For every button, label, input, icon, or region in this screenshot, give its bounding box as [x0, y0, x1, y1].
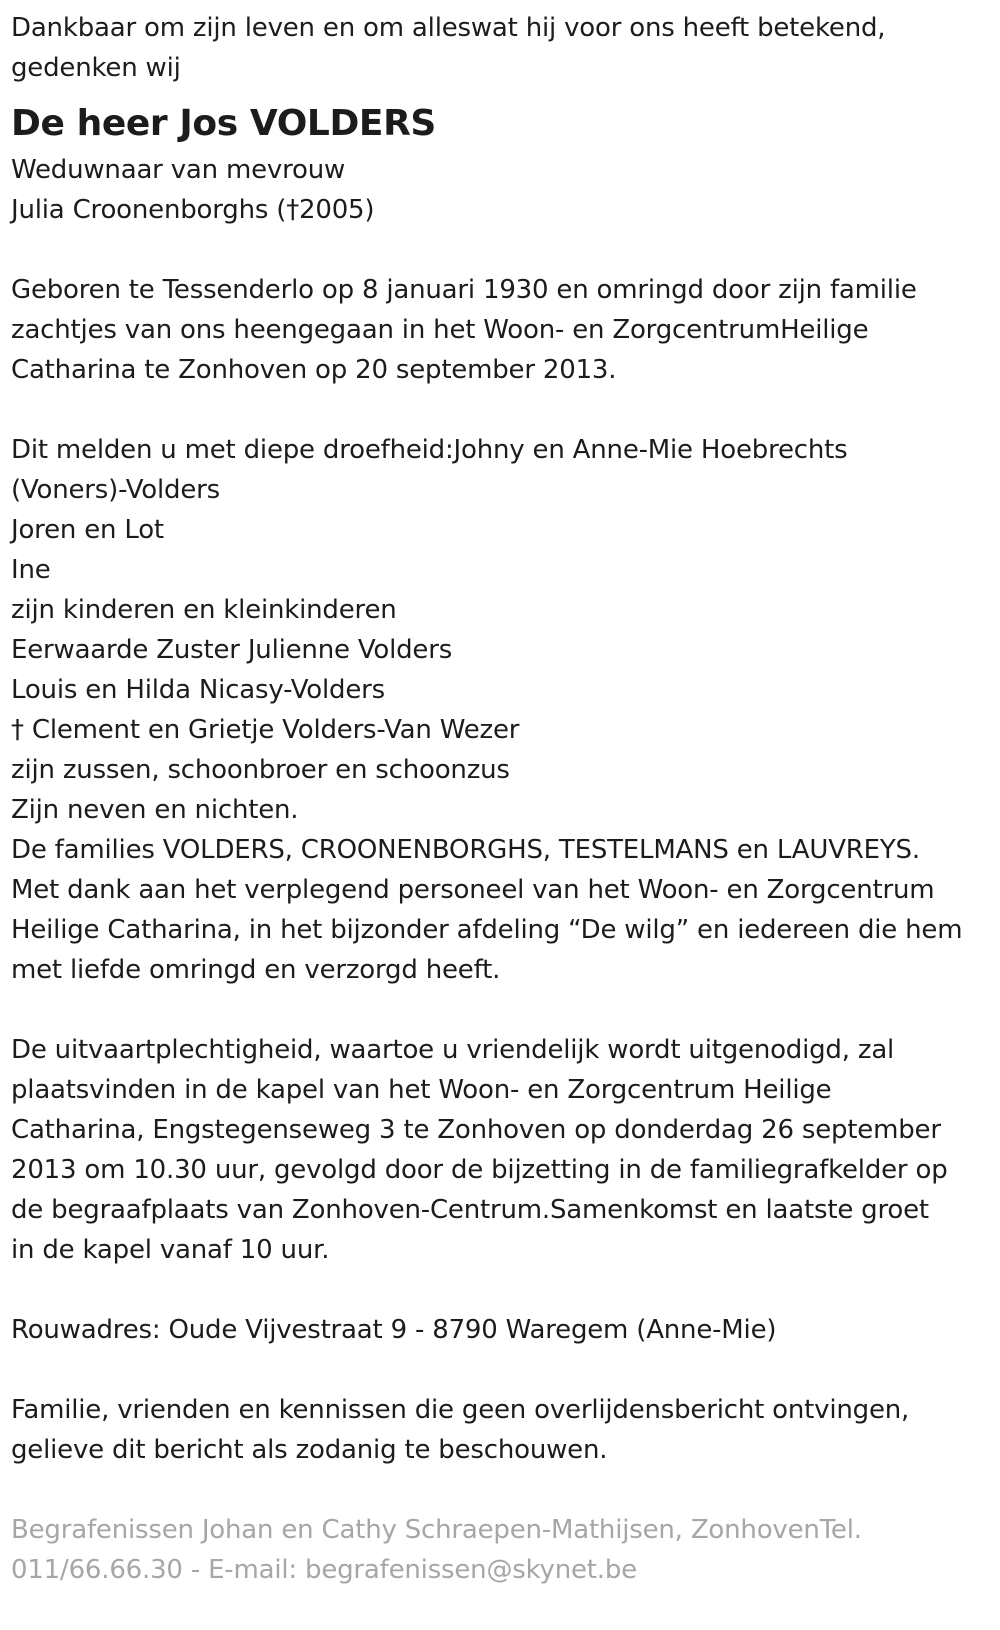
ceremony-line: de begraafplaats van Zonhoven-Centrum.Samenkomst en laatste groet — [11, 1195, 929, 1225]
spouse-line: Weduwnaar van mevrouw — [11, 155, 346, 185]
mourners-line: zijn kinderen en kleinkinderen — [11, 595, 397, 625]
ceremony-line: in de kapel vanaf 10 uur. — [11, 1235, 330, 1265]
birth-death-line: zachtjes van ons heengegaan in het Woon- en ZorgcentrumHeilige — [11, 315, 869, 345]
ceremony-line: Catharina, Engstegenseweg 3 te Zonhoven op donderdag 26 september — [11, 1115, 941, 1145]
birth-death-line: Geboren te Tessenderlo op 8 januari 1930 en omringd door zijn familie — [11, 275, 917, 305]
ceremony-line: plaatsvinden in de kapel van het Woon- en Zorgcentrum Heilige — [11, 1075, 832, 1105]
funeral-home-footer — [11, 1510, 1000, 1590]
mourners-line: Dit melden u met diepe droefheid:Johny en Anne-Mie Hoebrechts — [11, 435, 848, 465]
mourners-line: Heilige Catharina, in het bijzonder afdeling “De wilg” en iedereen die hem — [11, 915, 963, 945]
mourners-line: Met dank aan het verplegend personeel van het Woon- en Zorgcentrum — [11, 875, 935, 905]
mourning-address: Rouwadres: Oude Vijvestraat 9 - 8790 Waregem (Anne-Mie) — [11, 1315, 777, 1345]
mourners-line: Joren en Lot — [11, 515, 164, 545]
notice-line: Familie, vrienden en kennissen die geen overlijdensbericht ontvingen, — [11, 1395, 910, 1425]
intro-line: Dankbaar om zijn leven en om alleswat hij voor ons heeft betekend, — [11, 13, 886, 43]
deceased-name: De heer Jos VOLDERS — [11, 103, 436, 144]
ceremony-section — [11, 1030, 1000, 1270]
mourners-line: met liefde omringd en verzorgd heeft. — [11, 955, 501, 985]
mourners-line: † Clement en Grietje Volders-Van Wezer — [11, 715, 520, 745]
mourners-line: Eerwaarde Zuster Julienne Volders — [11, 635, 453, 665]
ceremony-line: De uitvaartplechtigheid, waartoe u vriendelijk wordt uitgenodigd, zal — [11, 1035, 895, 1065]
mourners-line: Zijn neven en nichten. — [11, 795, 299, 825]
mourners-line: De families VOLDERS, CROONENBORGHS, TESTELMANS en LAUVREYS. — [11, 835, 920, 865]
mourners-line: Louis en Hilda Nicasy-Volders — [11, 675, 385, 705]
footer-line: Begrafenissen Johan en Cathy Schraepen-Mathijsen, ZonhovenTel. — [11, 1515, 862, 1545]
spouse-line: Julia Croonenborghs (†2005) — [11, 195, 375, 225]
mourners-line: (Voners)-Volders — [11, 475, 220, 505]
intro-section — [11, 8, 1000, 88]
spouse-section — [11, 150, 1000, 230]
mourners-section — [11, 430, 1000, 990]
ceremony-line: 2013 om 10.30 uur, gevolgd door de bijzetting in de familiegrafkelder op — [11, 1155, 948, 1185]
intro-line: gedenken wij — [11, 53, 181, 83]
birth-death-line: Catharina te Zonhoven op 20 september 2013. — [11, 355, 617, 385]
footer-line: 011/66.66.30 - E-mail: begrafenissen@skynet.be — [11, 1555, 637, 1585]
mourners-line: Ine — [11, 555, 51, 585]
birth-death-section — [11, 270, 1000, 390]
notice-line: gelieve dit bericht als zodanig te beschouwen. — [11, 1435, 608, 1465]
mourners-line: zijn zussen, schoonbroer en schoonzus — [11, 755, 510, 785]
notice-section — [11, 1390, 1000, 1470]
